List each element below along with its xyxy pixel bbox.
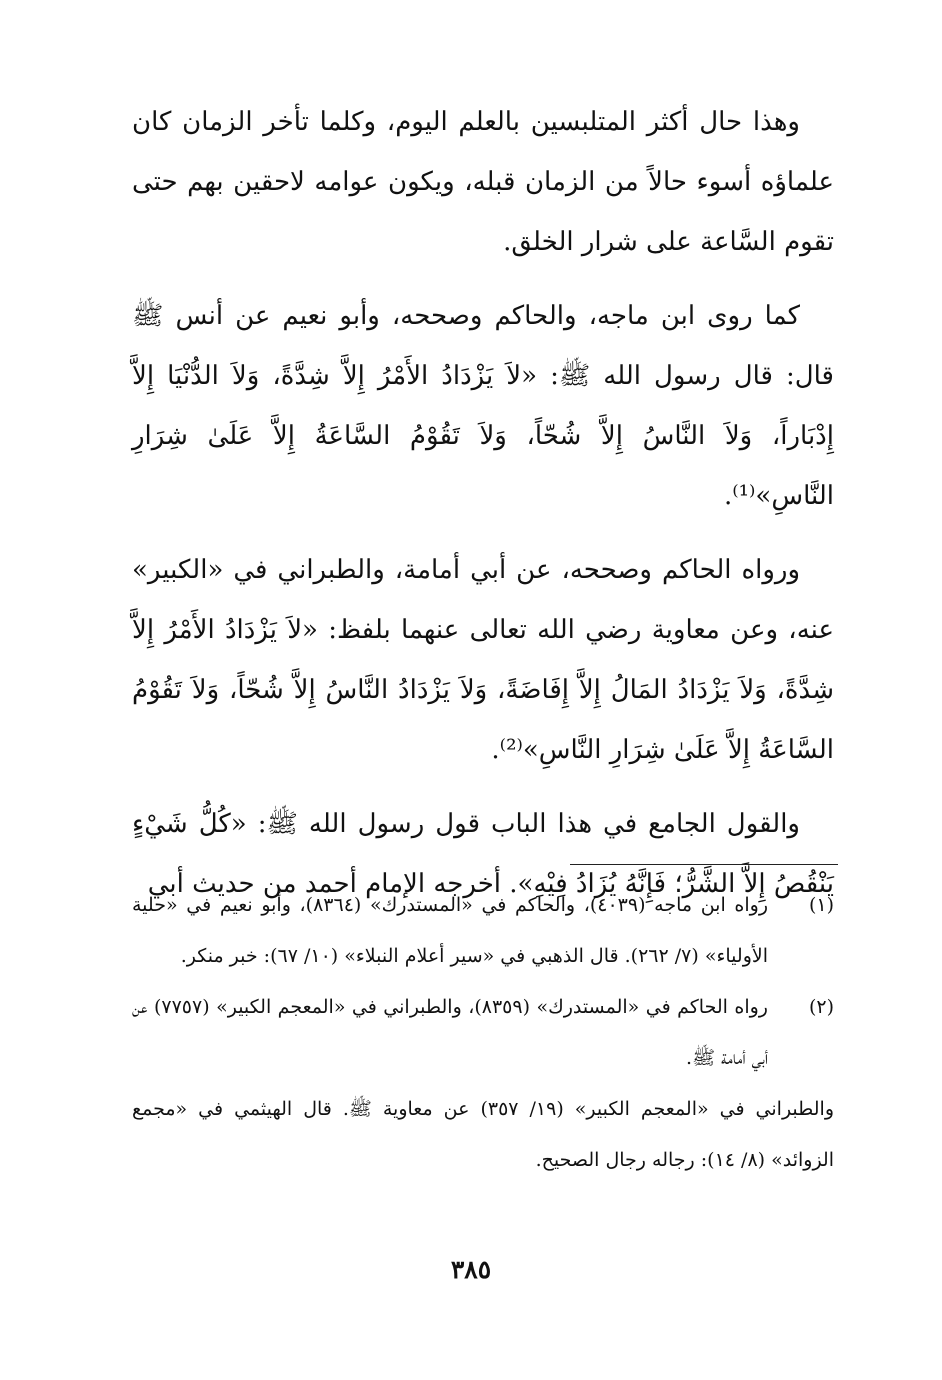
footnote-1 — [132, 880, 834, 982]
footnote-2 — [132, 982, 834, 1084]
footnote-separator — [570, 864, 838, 865]
footnote-number: (١) — [808, 894, 834, 916]
footnote-text: رواه ابن ماجه (٤٠٣٩)، والحاكم في «المستدرك» (٨٣٦٤)، وأبو نعيم في «حلية الأولياء» (٧/ ٢٦٢). قال الذهبي في «سير أعلام النبلاء» (١٠/ ٦٧): خبر منكر. — [132, 894, 768, 967]
footnote-text: رواه الحاكم في «المستدرك» (٨٣٥٩)، والطبراني في «المعجم الكبير» (٧٧٥٧) عن أبي أمامة ﷺ. — [132, 996, 768, 1069]
footnote-continuation: والطبراني في «المعجم الكبير» (١٩/ ٣٥٧) عن معاوية ﷺ. قال الهيثمي في «مجمع الزوائد» (٨/ ١٤): رجاله رجال الصحيح. — [132, 1098, 834, 1171]
paragraph-2: كما روى ابن ماجه، والحاكم وصححه، وأبو نعيم عن أنس ﷺ قال: قال رسول الله ﷺ: «لاَ يَزْدَادُ الأَمْرُ إِلاَّ شِدَّةً، وَلاَ الدُّنْيَا إِلاَّ إِدْبَاراً، وَلاَ النَّاسُ إِلاَّ شُحّاً، وَلاَ تَقُوْمُ السَّاعَةُ إِلاَّ عَلَىٰ شِرَارِ النَّاسِ»⁽¹⁾. — [132, 301, 834, 511]
page-number: ٣٨٥ — [450, 1255, 492, 1284]
footnotes — [132, 880, 834, 1186]
main-text — [132, 92, 834, 928]
paragraph-1: وهذا حال أكثر المتلبسين بالعلم اليوم، وكلما تأخر الزمان كان علماؤه أسوء حالاً من الزمان قبله، ويكون عوامه لاحقين بهم حتى تقوم السَّاعة على شرار الخلق. — [132, 107, 834, 257]
footnote-number: (٢) — [808, 996, 834, 1018]
paragraph-4: والقول الجامع في هذا الباب قول رسول الله ﷺ: «كُلُّ شَيْءٍ يَنْقُصُ إِلاَّ الشَّرُّ؛ فَإِنَّهُ يُزَادُ فِيْهِ». أخرجه الإمام أحمد من حديث أبي — [132, 809, 834, 899]
paragraph-3: ورواه الحاكم وصححه، عن أبي أمامة، والطبراني في «الكبير» عنه، وعن معاوية رضي الله تعالى عنهما بلفظ: «لاَ يَزْدَادُ الأَمْرُ إِلاَّ شِدَّةً، وَلاَ يَزْدَادُ المَالُ إِلاَّ إِفَاضَةً، وَلاَ يَزْدَادُ النَّاسُ إِلاَّ شُحّاً، وَلاَ تَقُوْمُ السَّاعَةُ إِلاَّ عَلَىٰ شِرَارِ النَّاسِ»⁽²⁾. — [132, 555, 834, 765]
